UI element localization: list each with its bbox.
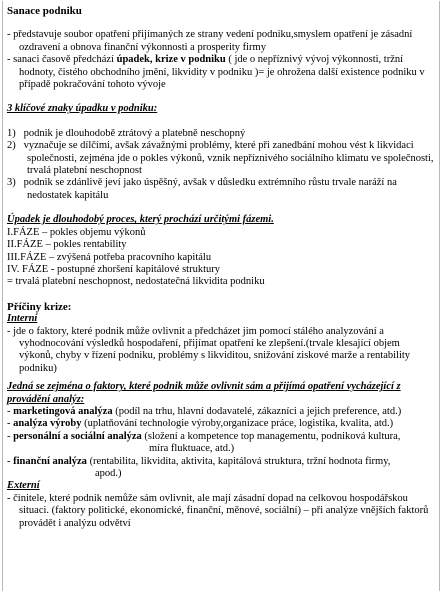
intro-paragraph-1: - představuje soubor opatření přijímaných ze strany vedení podniku,smyslem opatření je zásadní ozdravení a obnova finanční výkonnosti a prosperity firmy — [7, 29, 413, 53]
signs-item-2: 2) vyznačuje se dílčími, avšak závažnými problémy, které při zanedbání mohou vést k likvidaci společnosti, zejména jde o pokles výkonů, vznik nepříznivého sociálního klimatu ve společnosti, trvalá platební neschopnost — [7, 140, 434, 177]
factor-production-name: analýza výroby — [13, 418, 82, 430]
phase-3: III.FÁZE – zvýšená potřeba pracovního kapitálu — [7, 251, 212, 263]
external-text: - činitele, které podnik nemůže sám ovlivnit, ale mají zásadní dopad na celkovou hospodářskou situaci. (faktory politické, ekonomické, finanční, měnové, sociální) – při analýze vnějších faktorů provádět i analýzu odvětví — [7, 492, 429, 529]
signs-item-3: 3) podnik se zdánlivě jeví jako úspěšný, avšak v důsledku extrémního růstu trvale naráží na nedostatek kapitálu — [7, 177, 397, 201]
factor-finance-desc-cont: apod.) — [95, 468, 122, 479]
phases-heading: Úpadek je dlouhodobý proces, který prochází určitými fázemi. — [7, 214, 274, 226]
intro-paragraph-2 — [7, 54, 435, 91]
factor-production: - analýza výroby (uplatňování technologie výroby,organizace práce, logistika, kvalita, atd.) — [7, 418, 394, 430]
internal-heading: Interní — [7, 313, 38, 325]
factor-personnel-name: personální a sociální analýza — [13, 430, 142, 442]
causes-heading: Příčiny krize: — [7, 300, 72, 313]
factor-marketing: - marketingová analýza (podíl na trhu, hlavní dodavatelé, zákazníci a jejich preference, atd.) — [7, 405, 402, 417]
factor-marketing-desc: (podíl na trhu, hlavní dodavatelé, zákazníci a jejich preference, atd.) — [112, 405, 402, 417]
internal-text: - jde o faktory, které podnik může ovlivnit a předcházet jim pomocí stálého analyzování a vyhodnocování výsledků hospodaření, přijímat opatření ke zlepšení.(trvale klesající objem výkonů, chyby v řízení podniku, problémy s likviditou, snižování ziskové marže a rentability podniku) — [7, 325, 411, 374]
intro-paragraph-2-post: ( jde o nepříznivý vývoj výkonnosti, tržní hodnoty, čistého obchodního jmění, likvidity v podniku )= je ohrožena další existence podniku v případě pokračování tohoto vývoje — [19, 54, 425, 91]
phase-4: IV. FÁZE - postupné zhoršení kapitálové struktury — [7, 263, 220, 275]
intro-paragraph-2-bold: úpadek, krize v podniku — [116, 54, 226, 66]
focus-heading: Jedná se zejména o faktory, které podnik může ovlivnit sám a přijímá opatření vycházející z provádění analýz: — [7, 381, 401, 405]
intro-paragraph-2-pre: - sanaci časově předchází — [7, 54, 117, 66]
factor-finance: - finanční analýza (rentabilita, likvidita, aktivita, kapitálová struktura, tržní hodnota firmy, — [7, 455, 391, 467]
factor-marketing-name: marketingová analýza — [13, 405, 113, 417]
document-page — [2, 1, 440, 591]
phase-result: = trvalá platební neschopnost, nedostatečná likvidita podniku — [7, 276, 265, 288]
document-title: Sanace podniku — [7, 5, 82, 17]
signs-item-1: 1) podnik je dlouhodobě ztrátový a platebně neschopný — [7, 127, 246, 139]
external-heading: Externí — [7, 480, 40, 492]
factor-personnel-desc-cont: míra fluktuace, atd.) — [149, 443, 235, 455]
factor-personnel-desc: (složení a kompetence top managementu, podniková kultura, — [141, 430, 401, 442]
phase-2: II.FÁZE – pokles rentability — [7, 239, 127, 251]
signs-heading: 3 klíčové znaky úpadku v podniku: — [7, 103, 158, 115]
factor-production-desc: (uplatňování technologie výroby,organizace práce, logistika, kvalita, atd.) — [81, 418, 394, 430]
phase-1: I.FÁZE – pokles objemu výkonů — [7, 226, 146, 238]
factor-finance-name: finanční analýza — [13, 455, 87, 467]
factor-personnel: - personální a sociální analýza (složení a kompetence top managementu, podniková kultura, — [7, 430, 401, 442]
factor-finance-desc: (rentabilita, likvidita, aktivita, kapitálová struktura, tržní hodnota firmy, — [86, 455, 391, 467]
